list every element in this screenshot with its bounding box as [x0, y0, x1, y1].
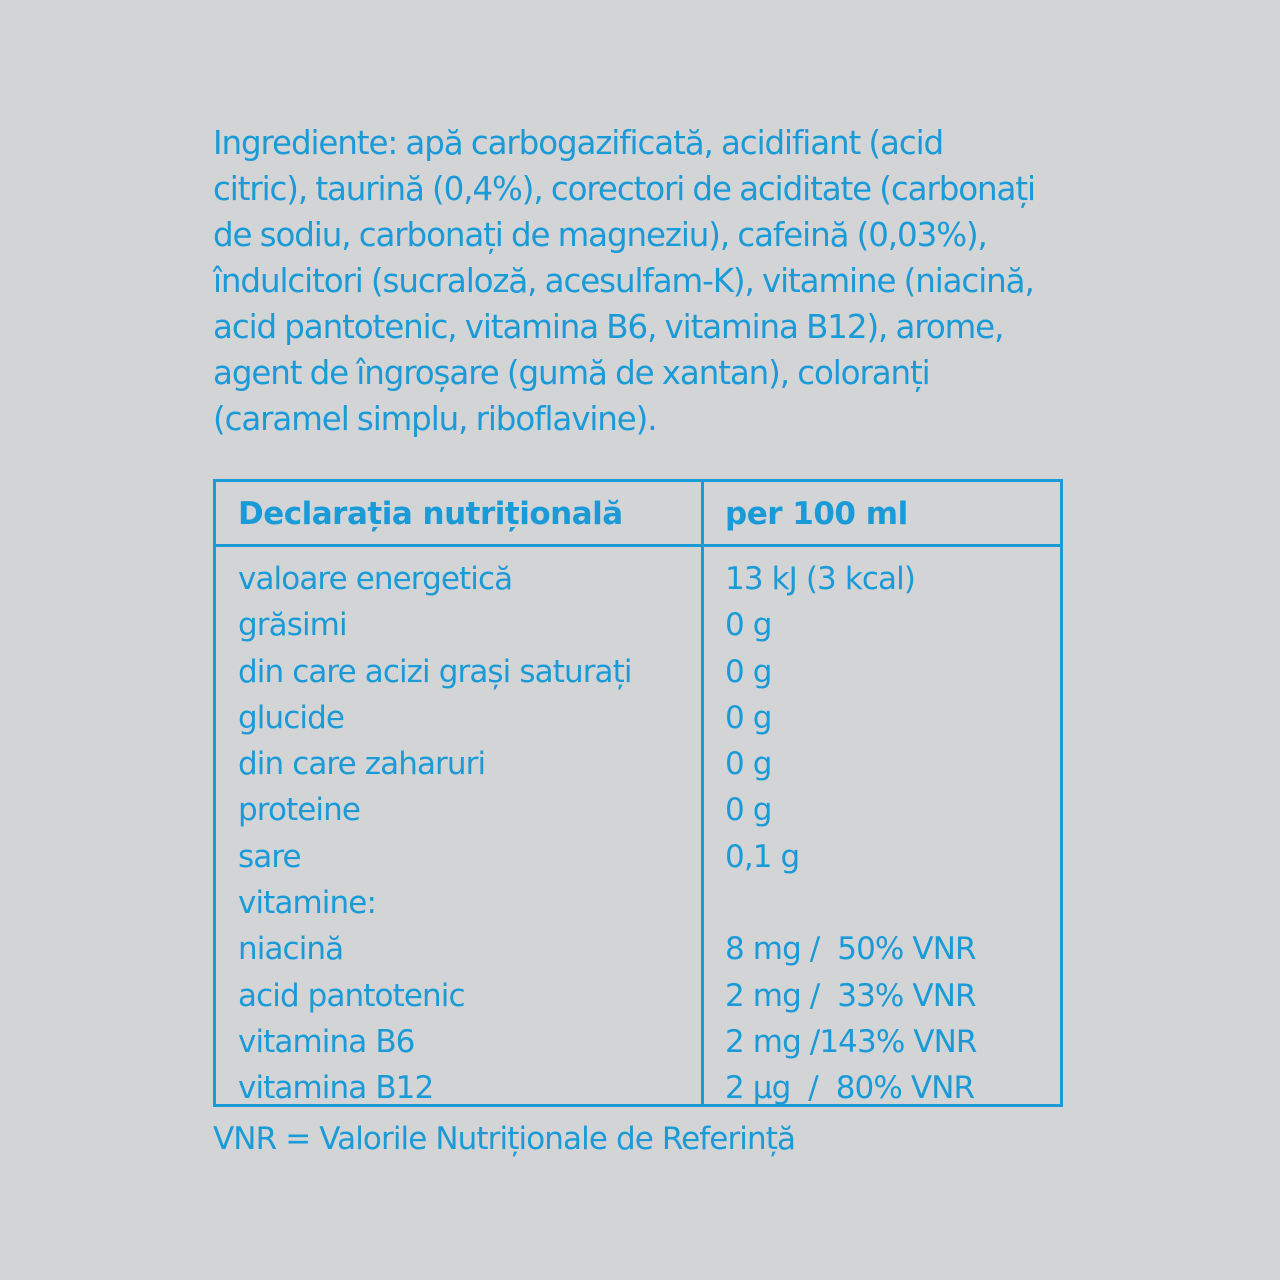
table-row — [216, 695, 1060, 741]
ingredients-text: Ingrediente: apă carbogazificată, acidifiant (acid citric), taurină (0,4%), corectori de aciditate (carbonați de sodiu, carbonați de magneziu), cafeină (0,03%), îndulcitori (sucraloză, acesulfam-K), vitamine (niacină, acid pantotenic, vitamina B6, vitamina B12), arome, agent de îngroșare (gumă de xantan), coloranți (caramel simplu, riboflavine). — [213, 124, 1035, 438]
table-row — [216, 787, 1060, 833]
footnote: VNR = Valorile Nutriționale de Referință — [213, 1121, 796, 1157]
nutrient-value: 8 mg / 50% VNR — [725, 931, 976, 968]
table-row — [216, 880, 1060, 926]
table-row — [216, 649, 1060, 695]
nutrient-value: 2 mg / 33% VNR — [725, 977, 976, 1014]
table-header-per: per 100 ml — [725, 496, 908, 532]
table-row — [216, 556, 1060, 602]
nutrition-table — [213, 479, 1063, 1107]
nutrient-name: valoare energetică — [238, 561, 513, 597]
header-divider — [216, 544, 1060, 547]
nutrient-value: 2 mg /143% VNR — [725, 1023, 977, 1060]
nutrient-value: 0 g — [725, 607, 772, 644]
nutrient-value: 2 µg / 80% VNR — [725, 1070, 975, 1107]
nutrient-name: vitamina B6 — [238, 1023, 415, 1060]
nutrient-value: 0 g — [725, 699, 772, 736]
table-row — [216, 834, 1060, 880]
nutrient-name: vitamina B12 — [238, 1070, 434, 1107]
nutrient-value: 0 g — [725, 792, 772, 829]
nutrient-value: 13 kJ (3 kcal) — [725, 561, 916, 597]
nutrient-name: proteine — [238, 792, 361, 829]
table-row — [216, 1019, 1060, 1065]
nutrient-name: glucide — [238, 699, 345, 736]
table-row — [216, 741, 1060, 787]
nutrient-name: vitamine: — [238, 885, 376, 922]
table-row — [216, 602, 1060, 648]
nutrient-name: grăsimi — [238, 607, 347, 644]
nutrient-value: 0 g — [725, 746, 772, 783]
table-row — [216, 926, 1060, 972]
table-row — [216, 1065, 1060, 1111]
nutrient-name: din care zaharuri — [238, 746, 486, 783]
nutrient-name: niacină — [238, 931, 344, 968]
table-header-label: Declarația nutrițională — [238, 496, 623, 532]
nutrient-name: acid pantotenic — [238, 977, 465, 1014]
nutrient-value: 0,1 g — [725, 838, 800, 875]
table-row — [216, 973, 1060, 1019]
nutrition-rows — [216, 556, 1060, 1112]
nutrient-value: 0 g — [725, 653, 772, 690]
nutrient-name: din care acizi grași saturați — [238, 653, 632, 690]
nutrient-name: sare — [238, 838, 301, 875]
